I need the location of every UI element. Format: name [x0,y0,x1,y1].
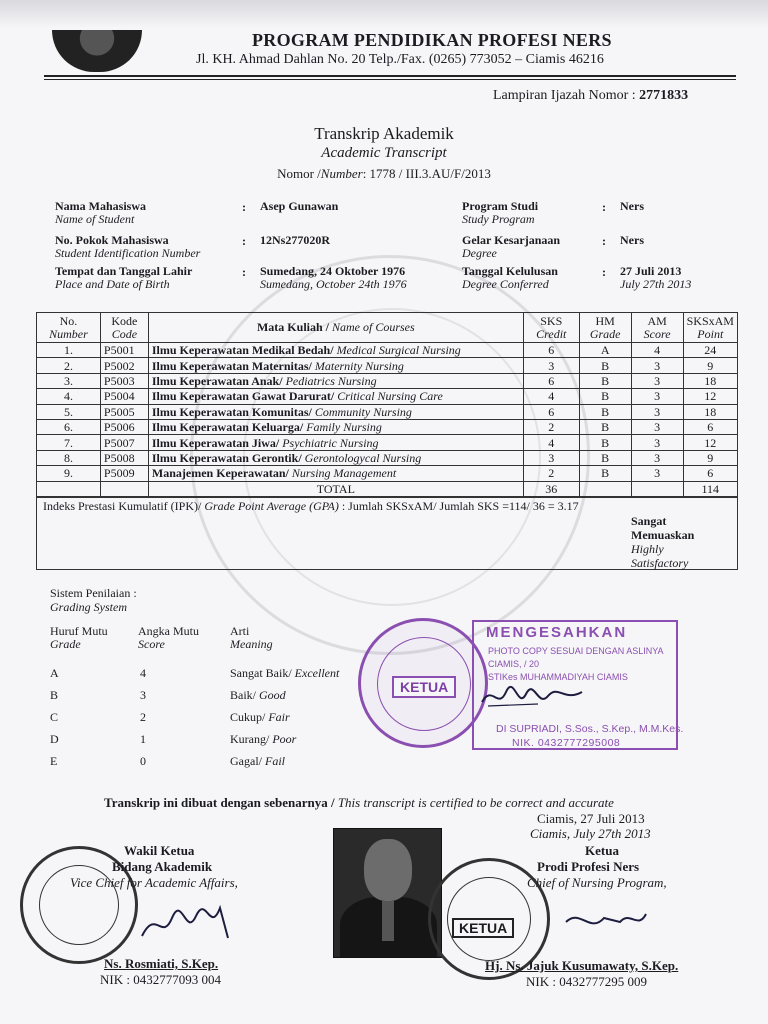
institution-name: PROGRAM PENDIDIKAN PROFESI NERS [252,30,612,50]
total-row [37,481,738,496]
degree-value: Ners [620,233,644,247]
colon: : [602,200,606,214]
header-divider [44,75,736,77]
row-code: P5003 [100,373,148,388]
left-signatory-nik: NIK : 0432777093 004 [100,972,221,987]
col-header-course: Mata Kuliah / Name of Courses [148,313,523,343]
grade-letter: E [50,754,58,768]
row-hm: B [579,450,631,465]
row-code: P5001 [100,343,148,358]
grade-letter: A [50,666,59,680]
table-header-row [37,313,738,343]
col-header-point: SKSxAM Point [683,313,737,343]
row-am: 3 [631,358,683,373]
row-course: Ilmu Keperawatan Maternitas/ Maternity Nursing [148,358,523,373]
row-point: 12 [683,389,737,404]
colon: : [602,265,606,279]
student-id-label: No. Pokok Mahasiswa Student Identification Number [55,233,201,260]
grading-title: Sistem Penilaian : Grading System [50,586,137,614]
left-signatory-name: Ns. Rosmiati, S.Kep. [104,956,219,971]
row-course: Ilmu Keperawatan Jiwa/ Psychiatric Nursing [148,435,523,450]
col-header-sks: SKS Credit [523,313,579,343]
student-name: Asep Gunawan [260,199,339,213]
grade-letter: D [50,732,59,746]
table-row [37,373,738,388]
row-hm: B [579,373,631,388]
table-row [37,404,738,419]
colon: : [242,265,246,279]
grade-score: 4 [140,666,146,680]
stamp-line: CIAMIS, / 20 [488,659,540,669]
title-id: Transkrip Akademik [314,124,454,143]
row-hm: B [579,419,631,434]
row-am: 3 [631,404,683,419]
row-course: Ilmu Keperawatan Gawat Darurat/ Critical Nursing Care [148,389,523,404]
colon: : [242,200,246,214]
row-code: P5002 [100,358,148,373]
row-am: 3 [631,435,683,450]
grade-meaning: Cukup/ Fair [230,710,290,724]
row-code: P5006 [100,419,148,434]
col-header-hm: HM Grade [579,313,631,343]
right-signature-icon [560,900,650,940]
left-signatory-title-en: Vice Chief for Academic Affairs, [70,875,238,890]
row-code: P5007 [100,435,148,450]
colon: : [242,234,246,248]
left-signature-icon [138,898,238,946]
row-hm: B [579,389,631,404]
table-row [37,419,738,434]
row-no: 3. [37,373,101,388]
gpa-predicate: Sangat Memuaskan Highly Satisfactory [631,514,695,570]
place-date-en: Ciamis, July 27th 2013 [530,826,651,841]
attachment-number: Lampiran Ijazah Nomor : 2771833 [493,88,689,103]
row-hm: B [579,435,631,450]
row-sks: 2 [523,466,579,481]
grading-col-score: Angka Mutu Score [138,624,199,651]
institution-logo-icon [52,30,142,72]
stamp-line: PHOTO COPY SESUAI DENGAN ASLINYA [488,646,664,656]
seal-ketua-label: KETUA [452,918,514,938]
row-point: 6 [683,466,737,481]
row-no: 1. [37,343,101,358]
row-no: 9. [37,466,101,481]
row-no: 8. [37,450,101,465]
row-point: 24 [683,343,737,358]
row-point: 18 [683,373,737,388]
degree-label: Gelar Kesarjanaan Degree [462,233,561,260]
row-course: Manajemen Keperawatan/ Nursing Management [148,466,523,481]
grade-letter: B [50,688,59,702]
stamp-signatory: DI SUPRIADI, S.Sos., S.Kep., M.M.Kes. [496,723,684,735]
left-signatory-title: Wakil Ketua [124,843,195,858]
row-sks: 4 [523,435,579,450]
place-date: Ciamis, 27 Juli 2013 [537,811,645,826]
row-am: 3 [631,419,683,434]
row-sks: 3 [523,450,579,465]
left-signatory-title2: Bidang Akademik [112,859,213,874]
birth-label: Tempat dan Tanggal Lahir Place and Date of Birth [55,264,193,291]
courses-table [36,312,738,497]
right-signatory-title: Ketua [585,843,619,858]
row-no: 6. [37,419,101,434]
program-label: Program Studi Study Program [462,199,539,226]
table-row [37,466,738,481]
row-point: 9 [683,450,737,465]
program-value: Ners [620,199,644,213]
colon: : [602,234,606,248]
col-header-code: Kode Code [100,313,148,343]
grading-col-meaning: Arti Meaning [230,624,273,651]
row-sks: 6 [523,373,579,388]
right-signatory-title2: Prodi Profesi Ners [537,859,640,874]
table-row [37,450,738,465]
row-no: 5. [37,404,101,419]
right-signatory-title-en: Chief of Nursing Program, [527,875,667,890]
graduation-value: 27 Juli 2013 July 27th 2013 [620,264,692,291]
institution-address: Jl. KH. Ahmad Dahlan No. 20 Telp./Fax. (0265) 773052 – Ciamis 46216 [196,52,604,67]
row-code: P5004 [100,389,148,404]
total-sks: 36 [523,481,579,496]
table-row [37,358,738,373]
name-label: Nama Mahasiswa Name of Student [55,199,147,226]
row-course: Ilmu Keperawatan Anak/ Pediatrics Nursing [148,373,523,388]
row-course: Ilmu Keperawatan Komunitas/ Community Nursing [148,404,523,419]
row-am: 3 [631,450,683,465]
row-no: 2. [37,358,101,373]
row-hm: A [579,343,631,358]
row-code: P5009 [100,466,148,481]
certification-statement: Transkrip ini dibuat dengan sebenarnya / This transcript is certified to be correct and accurate [104,795,614,810]
row-course: Ilmu Keperawatan Medikal Bedah/ Medical Surgical Nursing [148,343,523,358]
row-sks: 6 [523,404,579,419]
col-header-am: AM Score [631,313,683,343]
row-sks: 6 [523,343,579,358]
graduation-label: Tanggal Kelulusan Degree Conferred [462,264,558,291]
row-point: 12 [683,435,737,450]
stamp-nik: NIK. 0432777295008 [512,737,621,749]
row-no: 4. [37,389,101,404]
row-point: 6 [683,419,737,434]
signature-icon [478,680,588,716]
row-sks: 3 [523,358,579,373]
row-am: 3 [631,466,683,481]
table-row [37,389,738,404]
total-point: 114 [683,481,737,496]
birth-value: Sumedang, 24 Oktober 1976 Sumedang, October 24th 1976 [260,264,407,291]
scan-edge [0,0,768,28]
grade-letter: C [50,710,59,724]
grading-col-letter: Huruf Mutu Grade [50,624,108,651]
stamp-ketua-label: KETUA [392,676,456,698]
stamp-heading: MENGESAHKAN [486,624,628,641]
document-number: Nomor /Number: 1778 / III.3.AU/F/2013 [277,166,491,181]
stamp-line: STIKes MUHAMMADIYAH CIAMIS [488,672,628,682]
row-hm: B [579,466,631,481]
row-am: 3 [631,373,683,388]
right-signatory-nik: NIK : 0432777295 009 [526,974,647,989]
grade-score: 3 [140,688,146,702]
row-am: 4 [631,343,683,358]
row-am: 3 [631,389,683,404]
gpa-box [36,497,738,570]
header-divider-thin [44,79,736,80]
student-id: 12Ns277020R [260,233,331,247]
table-row [37,435,738,450]
grade-score: 2 [140,710,146,724]
row-code: P5008 [100,450,148,465]
title-en: Academic Transcript [321,145,447,161]
grade-meaning: Sangat Baik/ Excellent [230,666,340,680]
row-no: 7. [37,435,101,450]
row-hm: B [579,358,631,373]
row-course: Ilmu Keperawatan Gerontik/ Gerontologycal Nursing [148,450,523,465]
student-photo [333,828,442,958]
grade-score: 0 [140,754,146,768]
gpa-formula: Indeks Prestasi Kumulatif (IPK)/ Grade Point Average (GPA) : Jumlah SKSxAM/ Jumlah SKS =114/ 36 = 3.17 [43,499,579,513]
total-label: TOTAL [148,481,523,496]
grade-meaning: Kurang/ Poor [230,732,297,746]
grade-meaning: Baik/ Good [230,688,286,702]
row-sks: 4 [523,389,579,404]
row-hm: B [579,404,631,419]
row-point: 18 [683,404,737,419]
row-code: P5005 [100,404,148,419]
course-rows [37,343,738,482]
col-header-no: No. Number [37,313,101,343]
grade-meaning: Gagal/ Fail [230,754,285,768]
table-row [37,343,738,358]
right-signatory-name: Hj. Ns. Jajuk Kusumawaty, S.Kep. [485,958,679,973]
row-course: Ilmu Keperawatan Keluarga/ Family Nursing [148,419,523,434]
row-point: 9 [683,358,737,373]
grade-score: 1 [140,732,146,746]
row-sks: 2 [523,419,579,434]
